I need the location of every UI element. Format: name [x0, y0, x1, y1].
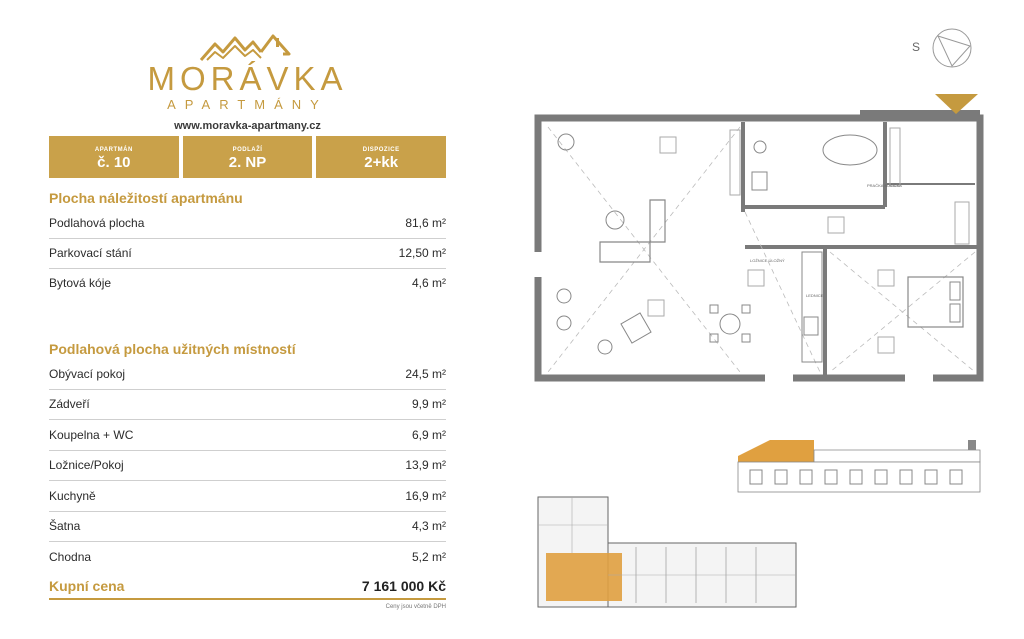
price-label: Kupní cena — [49, 578, 125, 594]
room-name: Koupelna + WC — [49, 428, 134, 442]
building-site-plan — [536, 495, 798, 608]
area-value: 12,50 m² — [398, 246, 446, 260]
info-box-floor — [183, 136, 313, 178]
room-row — [49, 359, 446, 390]
website-link[interactable]: www.moravka-apartmany.cz — [174, 120, 321, 132]
section-title-room-areas: Podlahová plocha užitných místností — [49, 341, 296, 357]
room-name: Zádveří — [49, 397, 90, 411]
room-value: 6,9 m² — [411, 428, 446, 442]
price-value: 7 161 000 Kč — [361, 578, 446, 594]
room-row — [49, 450, 446, 481]
info-box-apartment — [49, 136, 179, 178]
area-name: Podlahová plocha — [49, 216, 145, 230]
apartment-info-bar — [49, 136, 446, 178]
plan-label-washer: PRAČKA SUŠIČKA — [867, 183, 902, 188]
area-name: Bytová kóje — [49, 276, 112, 290]
info-label: DISPOZICE — [362, 147, 400, 153]
area-row — [49, 208, 446, 239]
room-value: 4,3 m² — [411, 519, 446, 533]
room-name: Obývací pokoj — [49, 367, 126, 381]
info-value: 2+kk — [364, 154, 399, 171]
brand-logo — [140, 30, 355, 130]
price-row — [49, 574, 446, 600]
area-row — [49, 238, 446, 269]
compass-label: S — [912, 40, 921, 54]
room-value: 24,5 m² — [405, 367, 446, 381]
room-value: 16,9 m² — [405, 489, 446, 503]
building-elevation — [730, 436, 992, 494]
room-row — [49, 511, 446, 542]
floor-plan — [530, 92, 990, 387]
room-row — [49, 542, 446, 572]
compass — [908, 26, 978, 70]
room-row — [49, 481, 446, 512]
room-name: Šatna — [49, 519, 81, 533]
info-box-layout — [316, 136, 446, 178]
room-row — [49, 420, 446, 451]
price-note: Ceny jsou včetně DPH — [385, 604, 446, 610]
room-name: Ložnice/Pokoj — [49, 458, 124, 472]
north-arrow-icon — [928, 26, 976, 70]
room-name: Chodna — [49, 550, 92, 564]
info-label: PODLAŽÍ — [232, 147, 263, 153]
area-value: 4,6 m² — [411, 276, 446, 290]
brand-subtitle: APARTMÁNY — [167, 97, 328, 112]
mountain-logo-icon — [193, 30, 303, 64]
info-value: 2. NP — [228, 154, 267, 171]
room-value: 9,9 m² — [411, 397, 446, 411]
area-name: Parkovací stání — [49, 246, 132, 260]
room-name: Kuchyně — [49, 489, 96, 503]
plan-label-storage: LOŽNICE ÚLOŽNÝ — [750, 258, 785, 263]
room-value: 13,9 m² — [405, 458, 446, 472]
section-title-apartment-areas: Plocha náležitostí apartmánu — [49, 190, 243, 206]
area-value: 81,6 m² — [405, 216, 446, 230]
info-value: č. 10 — [97, 154, 131, 171]
brand-name: MORÁVKA — [147, 60, 348, 97]
room-row — [49, 389, 446, 420]
area-row — [49, 268, 446, 298]
info-label: APARTMÁN — [94, 147, 133, 153]
room-value: 5,2 m² — [411, 550, 446, 564]
plan-label-kitchen: LEDNICE — [806, 293, 824, 298]
